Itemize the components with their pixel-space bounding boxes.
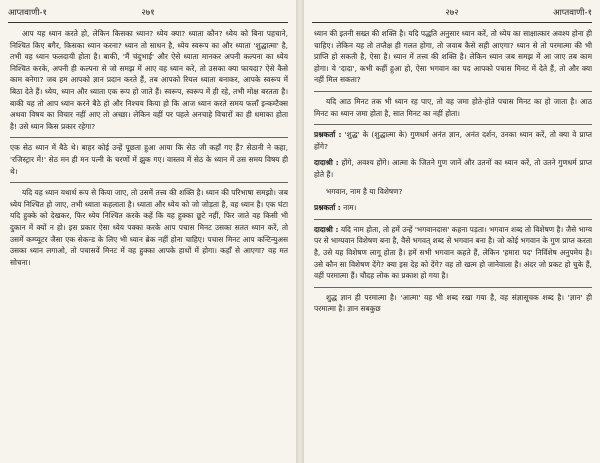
left-paragraph-3: यदि यह ध्यान यथार्थ रूप से किया जाए, तो उसमें तत्त्व की शक्ति है। ध्यान की परिभाषा समझो। जब ध्येय निश्चित हो जाए, तभी ध्याता कहलाता है। ध्याता और ध्येय को जो जोड़ता है, वह ध्यान है। एक घंटा यदि हुक्के को देखकर, फिर ध्येय निश्चित करके कहें कि यह हुक्का छूटे नहीं, फिर जाते वह किसी भी दुकान में क्यों न हो। इस प्रकार ऐसा ध्येय पक्का करके आप पचास मिनट उसका सतत ध्यान करें, तो उसमें कम्प्यूटर जैसा एक सेकन्ड के लिए भी ध्यान ब्रेक नहीं होना चाहिए। पचास मिनट आप कन्टिन्युअस उसका ध्यान लगाओ, तो पचासवें मिनट में वह हुक्का आपके हाथों में होगा। कहाँ से आएगा? वह मत सोचना। — [10, 188, 288, 267]
qa-text: यदि नाम होता, तो हमें उन्हें 'भगवानदास' कहना पड़ता। भगवान शब्द तो विशेषण है। जैसे भाग्य पर से भाग्यवान विशेषण बना है, वैसे भगवत् शब्द से भगवान बना है। जो कोई भगवान के गुण प्राप्त करता है, उसे यह विशेषण लागू होता है। हमें सभी भगवान कहते हैं, लेकिन 'हमारा पद' निर्विशेष अनुपमेय है। उसे कौन सा विशेषण देंगे? क्या इस देह को देंगे? वह तो खत्म हो जानेवाला है। अंदर जो प्रकट हो चुके हैं, वहीं परमात्मा हैं। चौदह लोक का प्रकाश हो गया है। — [314, 224, 592, 281]
right-page-title: आप्तवाणी-१ — [553, 8, 592, 18]
right-page-header — [312, 6, 592, 20]
left-divider-2 — [10, 182, 288, 183]
qa-item — [314, 157, 592, 180]
right-paragraph-1: ध्यान की इतनी सख्त की शक्ति है। यदि पद्धति अनुसार ध्यान करें, तो ध्येय का साक्षात्कार अवश्य होना ही चाहिए। लेकिन यह तो तप्तैक्ष ही गलत होगा, तो जवाब कैसे सही आएगा? ध्यान से तो परमात्मा की भी प्राप्ति हो सकती है, ऐसा है। ध्यान में तत्त्व की शक्ति है। लेकिन ध्यान जब समझ में आ जाए तब काम होगा। ये 'दादा', कभी कहीं हुआ हो, ऐसा भगवान का पद आपको पचास मिनट में देते हैं, तो और क्या नहीं मिल सकता? — [314, 29, 592, 85]
right-divider-3 — [314, 219, 592, 220]
book-gutter — [296, 0, 304, 463]
qa-speaker-label: प्रश्नकर्ता : — [314, 130, 342, 140]
right-divider-2 — [314, 124, 592, 125]
left-page-title: आप्तवाणी-१ — [8, 8, 47, 18]
left-page-number: २७१ — [141, 8, 155, 18]
right-page — [304, 0, 600, 463]
right-paragraph-2: यदि आठ मिनट तक भी ध्यान रह पाए, तो वह जमा होते-होते पचास मिनट का हो जाता है। आठ मिनट का ध्यान जमा होता है, सात मिनट का नहीं होता। — [314, 96, 592, 118]
right-page-body — [314, 28, 592, 459]
right-closing-paragraph: शुद्ध ज्ञान ही परमात्मा है। 'आत्मा' यह भी शब्द रखा गया है, वह संज्ञासूचक शब्द है। 'ज्ञान' ही परमात्मा है। ज्ञान सबकुछ — [314, 292, 592, 314]
left-page-body — [10, 28, 288, 459]
left-header-rule — [8, 22, 288, 23]
qa-item — [314, 224, 592, 282]
qa-item — [314, 129, 592, 152]
qa-text: नाम। — [343, 203, 357, 213]
qa-speaker-label: दादाश्री : — [314, 224, 339, 234]
left-paragraph-1: आप यह ध्यान करते हो, लेकिन किसका ध्यान? ध्येय क्या? ध्याता कौन? ध्येय को बिना पहचाने, निश्चित किए बगैर, किसका ध्यान करना? ध्यान तो साधन है, ध्येय स्वरूप का और ध्याता 'शुद्धात्मा' है, तभी वह ध्यान फलदायी होता है। बाकी, 'मैं चंदुभाई' और ऐसे ध्याता मानकर अपनी कल्पना का ध्येय निश्चित करके, अपनी ही कल्पना से जो समझ में आए वह ध्यान करे, तो उसका क्या फायदा? ऐसे कैसे काम बनेगा? जब हम आपको ज्ञान प्रदान करते हैं, तब आपको रियल ध्याता बनाकर, आपके स्वरूप में बिठा देते हैं। ध्येय, ध्यान और ध्याता एक रूप हो जाते हैं। स्वरूप, स्वरूप में ही रहे, तभी मोक्ष बरतता है। बाकी यह तो आप ध्यान करने बैठे हो और निश्चय किया हो कि आज ध्यान करते समय फलाँ इन्कम्टैक्स अथवा विषय का विचार नहीं आए तो अच्छा। लेकिन वहीं पर पहले अनचाहे विचारों का ही धमाका होता है! उसे ध्यान किस प्रकार रहेगा? — [10, 29, 288, 131]
right-page-number: २७२ — [445, 8, 459, 18]
qa-speaker-label: प्रश्नकर्ता : — [314, 203, 341, 213]
qa-text: 'शुद्ध' के (शुद्धात्मा के) गुणधर्म अनंत ज्ञान, अनंत दर्शन, उनका ध्यान करें, तो क्या वे प्राप्त होंगे? — [314, 130, 592, 151]
left-divider-1 — [10, 137, 288, 138]
right-header-rule — [312, 22, 592, 23]
qa-item — [314, 186, 592, 198]
qa-text: भगवान, नाम है या विशेषण? — [326, 186, 403, 196]
qa-speaker-label: दादाश्री : — [314, 158, 339, 168]
left-page — [0, 0, 296, 463]
right-divider-4 — [314, 287, 592, 288]
qa-item — [314, 202, 592, 214]
left-page-header — [8, 6, 288, 20]
qa-text: होंगे, अवश्य होंगे। आत्मा के जितने गुण जानें और उतनों का ध्यान करें, तो उतने गुणधर्म प्राप्त होते हैं। — [314, 158, 592, 179]
right-divider-1 — [314, 91, 592, 92]
left-paragraph-2: एक सेठ ध्यान में बैठे थे। बाहर कोई उन्हें पूछता हुआ आया कि सेठ जी कहाँ गए हैं? सेठानी ने कहा, 'रजिस्ट्रार में!' सेठ मन ही मन पत्नी के चरणों में झुक गए। वास्तव में सेठ के ध्यान में उस समय विषय ही थे। — [10, 143, 288, 176]
